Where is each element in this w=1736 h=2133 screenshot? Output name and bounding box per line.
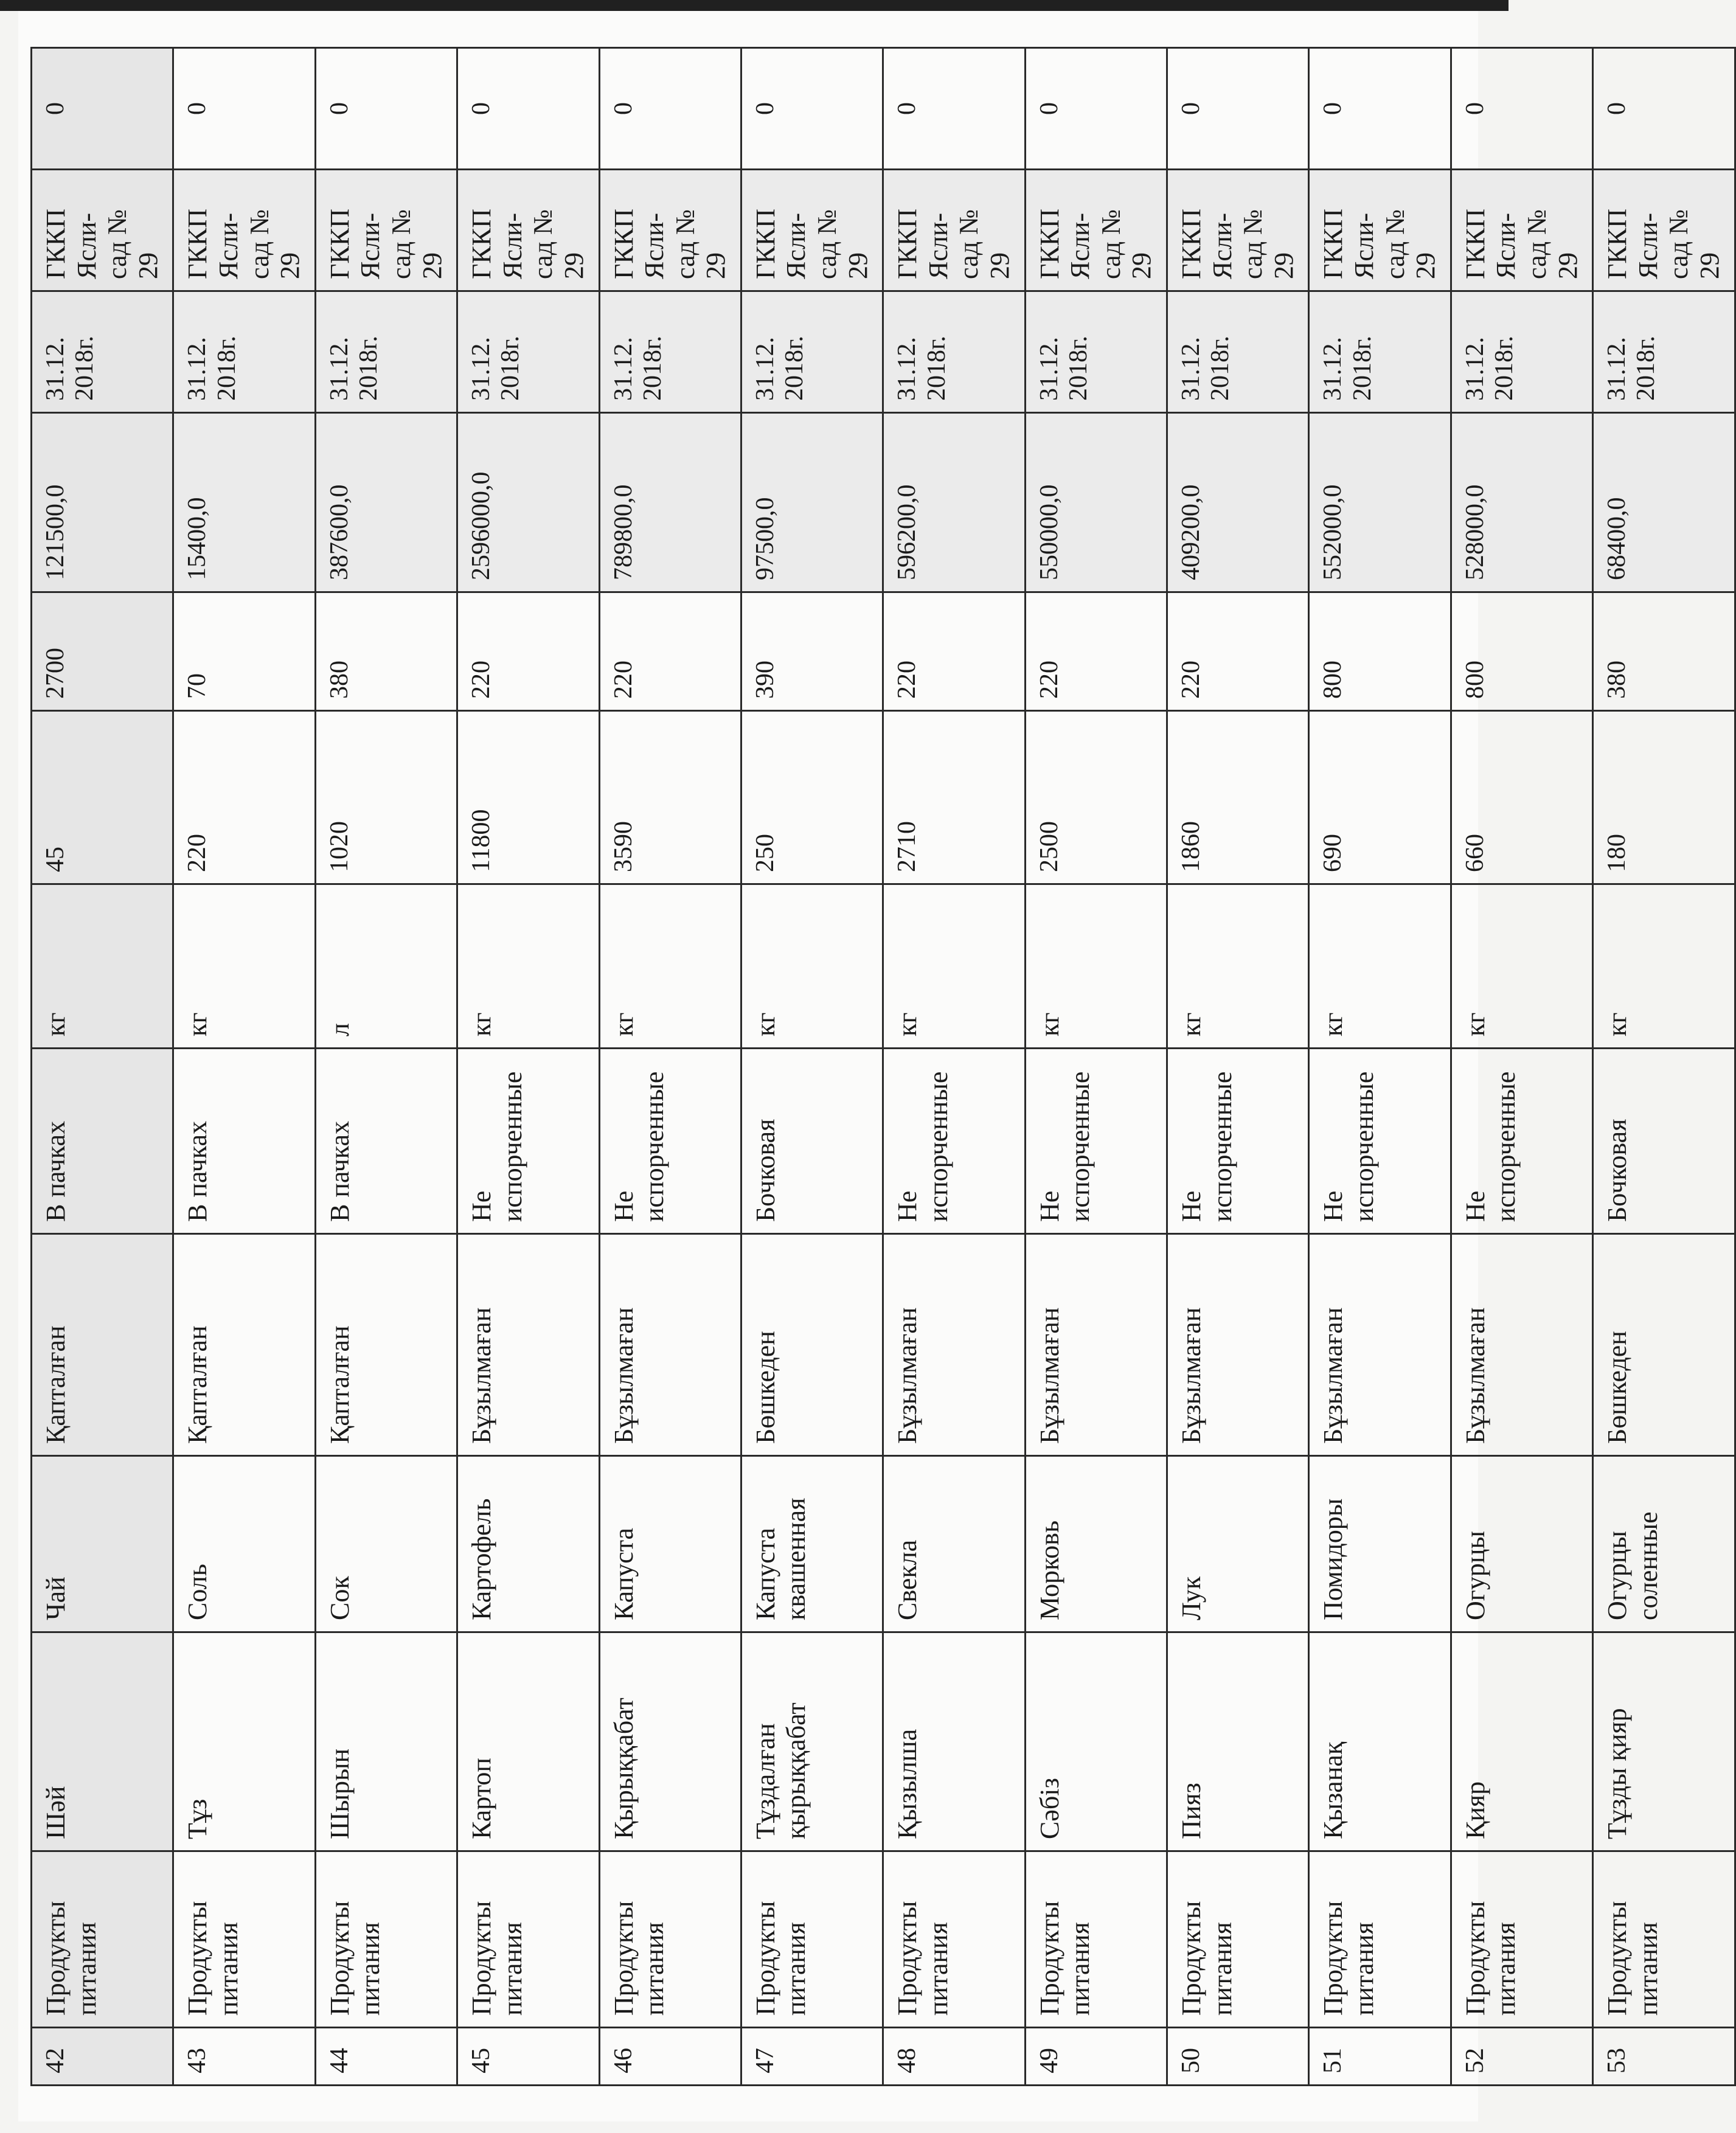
name-kz-cell: Сәбіз [1025, 1632, 1167, 1851]
organization-cell: ГККП Ясли-сад № 29 [457, 170, 599, 291]
value-cell: 0 [173, 48, 315, 170]
amount-cell: 97500,0 [741, 413, 883, 592]
name-kz-cell: Картоп [457, 1632, 599, 1851]
quantity-cell: 660 [1451, 711, 1592, 884]
unit-cell: кг [1309, 884, 1451, 1049]
condition-ru-cell: Не испорченные [1025, 1049, 1167, 1234]
organization-cell: ГККП Ясли-сад № 29 [173, 170, 315, 291]
row-number-cell: 45 [457, 2028, 599, 2086]
date-cell: 31.12. 2018г. [173, 291, 315, 413]
unit-cell: кг [741, 884, 883, 1049]
date-cell: 31.12. 2018г. [1167, 291, 1309, 413]
condition-ru-cell: Не испорченные [599, 1049, 741, 1234]
table-row [32, 48, 173, 2086]
row-number-cell: 53 [1593, 2028, 1735, 2086]
date-cell: 31.12. 2018г. [32, 291, 173, 413]
value-cell: 0 [457, 48, 599, 170]
table-row [599, 48, 741, 2086]
organization-cell: ГККП Ясли-сад № 29 [1309, 170, 1451, 291]
price-cell: 2700 [32, 592, 173, 711]
condition-kz-cell: Бөшкеден [1593, 1234, 1735, 1456]
value-cell: 0 [1167, 48, 1309, 170]
category-cell: Продукты питания [599, 1851, 741, 2028]
category-cell: Продукты питания [315, 1851, 457, 2028]
name-ru-cell: Помидоры [1309, 1456, 1451, 1632]
name-kz-cell: Қызылша [883, 1632, 1025, 1851]
value-cell: 0 [741, 48, 883, 170]
row-number-cell: 42 [32, 2028, 173, 2086]
category-cell: Продукты питания [741, 1851, 883, 2028]
value-cell: 0 [1025, 48, 1167, 170]
name-kz-cell: Пияз [1167, 1632, 1309, 1851]
amount-cell: 552000,0 [1309, 413, 1451, 592]
scan-top-edge [0, 0, 1509, 11]
category-cell: Продукты питания [32, 1851, 173, 2028]
row-number-cell: 46 [599, 2028, 741, 2086]
unit-cell: кг [1593, 884, 1735, 1049]
date-cell: 31.12. 2018г. [1025, 291, 1167, 413]
price-cell: 220 [1167, 592, 1309, 711]
condition-kz-cell: Бұзылмаған [1167, 1234, 1309, 1456]
condition-ru-cell: Не испорченные [883, 1049, 1025, 1234]
category-cell: Продукты питания [1025, 1851, 1167, 2028]
value-cell: 0 [315, 48, 457, 170]
inventory-table [30, 47, 1736, 2086]
unit-cell: кг [32, 884, 173, 1049]
name-kz-cell: Қияр [1451, 1632, 1592, 1851]
table-row [315, 48, 457, 2086]
name-kz-cell: Қырыққабат [599, 1632, 741, 1851]
condition-ru-cell: Бочковая [741, 1049, 883, 1234]
name-kz-cell: Тұз [173, 1632, 315, 1851]
amount-cell: 2596000,0 [457, 413, 599, 592]
condition-kz-cell: Бұзылмаған [1025, 1234, 1167, 1456]
category-cell: Продукты питания [1167, 1851, 1309, 2028]
organization-cell: ГККП Ясли-сад № 29 [1593, 170, 1735, 291]
unit-cell: кг [457, 884, 599, 1049]
quantity-cell: 2710 [883, 711, 1025, 884]
value-cell: 0 [599, 48, 741, 170]
name-kz-cell: Тұзды қияр [1593, 1632, 1735, 1851]
quantity-cell: 690 [1309, 711, 1451, 884]
date-cell: 31.12. 2018г. [1309, 291, 1451, 413]
organization-cell: ГККП Ясли-сад № 29 [1451, 170, 1592, 291]
amount-cell: 387600,0 [315, 413, 457, 592]
unit-cell: кг [1451, 884, 1592, 1049]
table-row [1025, 48, 1167, 2086]
price-cell: 220 [457, 592, 599, 711]
price-cell: 380 [315, 592, 457, 711]
condition-ru-cell: Не испорченные [1167, 1049, 1309, 1234]
date-cell: 31.12. 2018г. [741, 291, 883, 413]
amount-cell: 528000,0 [1451, 413, 1592, 592]
table-row [1451, 48, 1592, 2086]
unit-cell: кг [1025, 884, 1167, 1049]
amount-cell: 596200,0 [883, 413, 1025, 592]
condition-kz-cell: Бұзылмаған [1451, 1234, 1592, 1456]
name-ru-cell: Соль [173, 1456, 315, 1632]
name-ru-cell: Огурцы соленные [1593, 1456, 1735, 1632]
price-cell: 800 [1451, 592, 1592, 711]
row-number-cell: 47 [741, 2028, 883, 2086]
date-cell: 31.12. 2018г. [599, 291, 741, 413]
category-cell: Продукты питания [1593, 1851, 1735, 2028]
name-ru-cell: Лук [1167, 1456, 1309, 1632]
condition-kz-cell: Қапталған [32, 1234, 173, 1456]
quantity-cell: 2500 [1025, 711, 1167, 884]
name-ru-cell: Капуста квашенная [741, 1456, 883, 1632]
name-kz-cell: Тұздалған қырыққабат [741, 1632, 883, 1851]
row-number-cell: 44 [315, 2028, 457, 2086]
name-kz-cell: Қызанақ [1309, 1632, 1451, 1851]
category-cell: Продукты питания [1309, 1851, 1451, 2028]
price-cell: 220 [599, 592, 741, 711]
quantity-cell: 250 [741, 711, 883, 884]
row-number-cell: 49 [1025, 2028, 1167, 2086]
condition-kz-cell: Бұзылмаған [599, 1234, 741, 1456]
table-row [173, 48, 315, 2086]
organization-cell: ГККП Ясли-сад № 29 [599, 170, 741, 291]
value-cell: 0 [1451, 48, 1592, 170]
quantity-cell: 11800 [457, 711, 599, 884]
organization-cell: ГККП Ясли-сад № 29 [315, 170, 457, 291]
row-number-cell: 51 [1309, 2028, 1451, 2086]
value-cell: 0 [1593, 48, 1735, 170]
table-row [741, 48, 883, 2086]
price-cell: 380 [1593, 592, 1735, 711]
name-ru-cell: Сок [315, 1456, 457, 1632]
organization-cell: ГККП Ясли-сад № 29 [1025, 170, 1167, 291]
unit-cell: кг [883, 884, 1025, 1049]
organization-cell: ГККП Ясли-сад № 29 [1167, 170, 1309, 291]
condition-kz-cell: Бөшкеден [741, 1234, 883, 1456]
name-ru-cell: Чай [32, 1456, 173, 1632]
quantity-cell: 220 [173, 711, 315, 884]
condition-ru-cell: Не испорченные [1309, 1049, 1451, 1234]
row-number-cell: 50 [1167, 2028, 1309, 2086]
name-ru-cell: Огурцы [1451, 1456, 1592, 1632]
date-cell: 31.12. 2018г. [457, 291, 599, 413]
row-number-cell: 48 [883, 2028, 1025, 2086]
amount-cell: 121500,0 [32, 413, 173, 592]
unit-cell: кг [599, 884, 741, 1049]
unit-cell: кг [173, 884, 315, 1049]
name-ru-cell: Морковь [1025, 1456, 1167, 1632]
row-number-cell: 43 [173, 2028, 315, 2086]
condition-kz-cell: Қапталған [173, 1234, 315, 1456]
condition-ru-cell: В пачках [173, 1049, 315, 1234]
amount-cell: 409200,0 [1167, 413, 1309, 592]
condition-ru-cell: Не испорченные [1451, 1049, 1592, 1234]
price-cell: 800 [1309, 592, 1451, 711]
condition-kz-cell: Бұзылмаған [457, 1234, 599, 1456]
condition-ru-cell: В пачках [315, 1049, 457, 1234]
date-cell: 31.12. 2018г. [883, 291, 1025, 413]
condition-kz-cell: Қапталған [315, 1234, 457, 1456]
quantity-cell: 3590 [599, 711, 741, 884]
quantity-cell: 180 [1593, 711, 1735, 884]
organization-cell: ГККП Ясли-сад № 29 [741, 170, 883, 291]
name-kz-cell: Шәй [32, 1632, 173, 1851]
date-cell: 31.12. 2018г. [315, 291, 457, 413]
table-row [457, 48, 599, 2086]
category-cell: Продукты питания [1451, 1851, 1592, 2028]
condition-ru-cell: Не испорченные [457, 1049, 599, 1234]
condition-ru-cell: Бочковая [1593, 1049, 1735, 1234]
price-cell: 390 [741, 592, 883, 711]
category-cell: Продукты питания [883, 1851, 1025, 2028]
condition-kz-cell: Бұзылмаған [1309, 1234, 1451, 1456]
amount-cell: 15400,0 [173, 413, 315, 592]
table-row [1167, 48, 1309, 2086]
organization-cell: ГККП Ясли-сад № 29 [883, 170, 1025, 291]
table-row [883, 48, 1025, 2086]
date-cell: 31.12. 2018г. [1593, 291, 1735, 413]
date-cell: 31.12. 2018г. [1451, 291, 1592, 413]
value-cell: 0 [32, 48, 173, 170]
unit-cell: кг [1167, 884, 1309, 1049]
table-body [32, 48, 1735, 2086]
unit-cell: л [315, 884, 457, 1049]
condition-ru-cell: В пачках [32, 1049, 173, 1234]
table-row [1593, 48, 1735, 2086]
amount-cell: 68400,0 [1593, 413, 1735, 592]
name-kz-cell: Шырын [315, 1632, 457, 1851]
name-ru-cell: Капуста [599, 1456, 741, 1632]
category-cell: Продукты питания [457, 1851, 599, 2028]
quantity-cell: 45 [32, 711, 173, 884]
organization-cell: ГККП Ясли-сад № 29 [32, 170, 173, 291]
quantity-cell: 1020 [315, 711, 457, 884]
amount-cell: 789800,0 [599, 413, 741, 592]
row-number-cell: 52 [1451, 2028, 1592, 2086]
value-cell: 0 [883, 48, 1025, 170]
table-row [1309, 48, 1451, 2086]
category-cell: Продукты питания [173, 1851, 315, 2028]
price-cell: 70 [173, 592, 315, 711]
rotated-table-container [30, 49, 1724, 2086]
quantity-cell: 1860 [1167, 711, 1309, 884]
name-ru-cell: Картофель [457, 1456, 599, 1632]
price-cell: 220 [1025, 592, 1167, 711]
value-cell: 0 [1309, 48, 1451, 170]
name-ru-cell: Свекла [883, 1456, 1025, 1632]
price-cell: 220 [883, 592, 1025, 711]
condition-kz-cell: Бұзылмаған [883, 1234, 1025, 1456]
amount-cell: 550000,0 [1025, 413, 1167, 592]
